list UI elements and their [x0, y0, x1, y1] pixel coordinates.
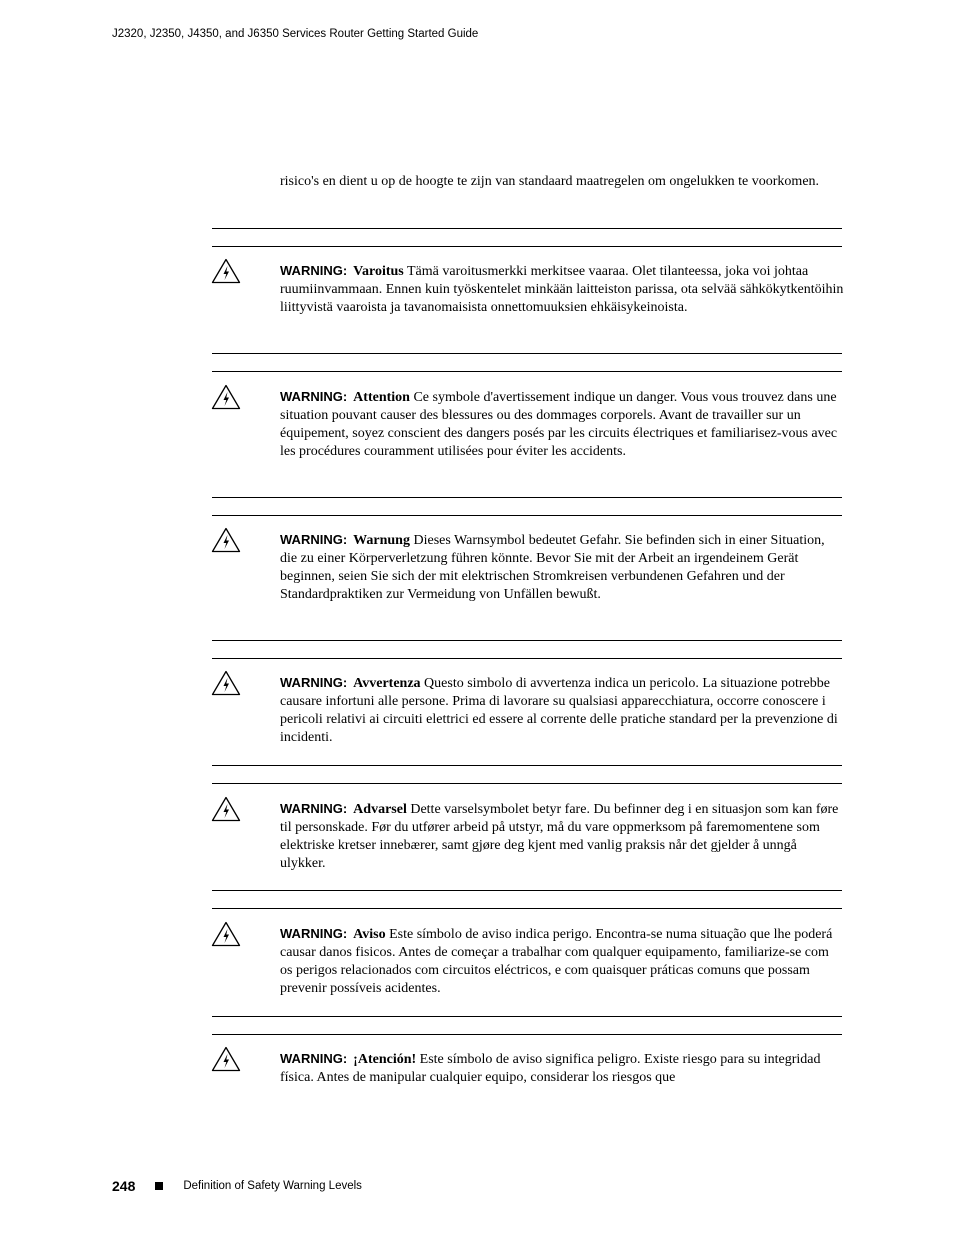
warning-title: Varoitus [353, 264, 404, 279]
electrical-hazard-triangle-icon [211, 796, 241, 822]
footer-square-bullet-icon [155, 1182, 163, 1190]
warning-title: Avvertenza [353, 676, 421, 691]
page-number: 248 [112, 1178, 136, 1194]
warning-title: ¡Atención! [353, 1052, 417, 1067]
warning-top-rule [212, 515, 842, 516]
warning-block [280, 674, 844, 747]
warning-label: WARNING: [280, 389, 348, 404]
warning-title: Attention [353, 390, 410, 405]
warning-top-rule [212, 658, 842, 659]
electrical-hazard-triangle-icon [211, 258, 241, 284]
warning-body: Este símbolo de aviso indica perigo. Encontra-se numa situação que lhe poderá causar danos fisicos. Antes de começar a trabalhar com qualquer equipamento, familiarize-se com os perigos relacionados com circuitos eléctricos, e com quaisquer práticas comuns que possam prevenir possíveis acidentes. [280, 927, 833, 996]
warning-top-rule [212, 908, 842, 909]
warning-body: Este símbolo de aviso significa peligro. Existe riesgo para su integridad física. Antes de manipular cualquier equipo, considerar los riesgos que [280, 1052, 821, 1085]
warning-label: WARNING: [280, 532, 348, 547]
warning-label: WARNING: [280, 263, 348, 278]
electrical-hazard-triangle-icon [211, 527, 241, 553]
warning-top-rule [212, 783, 842, 784]
electrical-hazard-triangle-icon [211, 1046, 241, 1072]
warning-top-rule [212, 246, 842, 247]
warning-title: Warnung [353, 533, 410, 548]
warning-body: Dette varselsymbolet betyr fare. Du befinner deg i en situasjon som kan føre til personskade. Før du utfører arbeid på utstyr, må du vare oppmerksom på faremomentene som elektriske kretser innebærer, samt gjøre deg kjent med vanlig praksis når det gjelder å unngå ulykker. [280, 802, 839, 871]
warning-bottom-rule [212, 497, 842, 498]
page-footer [112, 1178, 362, 1194]
warning-block [280, 388, 844, 461]
electrical-hazard-triangle-icon [211, 921, 241, 947]
electrical-hazard-triangle-icon [211, 670, 241, 696]
warning-top-rule [212, 371, 842, 372]
warning-bottom-rule [212, 890, 842, 891]
warning-block [280, 800, 844, 873]
warning-bottom-rule [212, 640, 842, 641]
warning-block [280, 925, 844, 998]
footer-section-title: Definition of Safety Warning Levels [183, 1180, 362, 1192]
warning-top-rule [212, 1034, 842, 1035]
warning-title: Advarsel [353, 802, 407, 817]
warning-label: WARNING: [280, 926, 348, 941]
warning-body: Ce symbole d'avertissement indique un danger. Vous vous trouvez dans une situation pouvant causer des blessures ou des dommages corporels. Avant de travailler sur un équipement, soyez conscient des dangers posés par les circuits électriques et familiarisez-vous avec les procédures couramment utilisées pour éviter les accidents. [280, 390, 838, 459]
warning-label: WARNING: [280, 675, 348, 690]
warning-body: Questo simbolo di avvertenza indica un pericolo. La situazione potrebbe causare infortuni alle persone. Prima di lavorare su qualsiasi apparecchiatura, occorre conoscere i pericoli relativi ai circuiti elettrici ed essere al corrente delle pratiche standard per la prevenzione di incidenti. [280, 676, 838, 745]
warning-top-rule [212, 228, 842, 229]
warning-bottom-rule [212, 1016, 842, 1017]
warning-block [280, 531, 844, 604]
warning-block [280, 1050, 844, 1087]
running-header: J2320, J2350, J4350, and J6350 Services Router Getting Started Guide [112, 28, 479, 40]
intro-paragraph: risico's en dient u op de hoogte te zijn van standaard maatregelen om ongelukken te voorkomen. [280, 174, 820, 189]
warning-body: Dieses Warnsymbol bedeutet Gefahr. Sie befinden sich in einer Situation, die zu einer Körperverletzung führen könnte. Bevor Sie mit der Arbeit an irgendeinem Gerät beginnen, seien Sie sich der mit elektrischen Stromkreisen verbundenen Gefahren und der Standardpraktiken zur Vermeidung von Unfällen bewußt. [280, 533, 825, 602]
warning-label: WARNING: [280, 801, 348, 816]
warning-block [280, 262, 844, 317]
warning-bottom-rule [212, 353, 842, 354]
electrical-hazard-triangle-icon [211, 384, 241, 410]
warning-body: Tämä varoitusmerkki merkitsee vaaraa. Olet tilanteessa, joka voi johtaa ruumiinvammaan. Ennen kuin työskentelet minkään laitteiston parissa, ota selvää sähkökytkentöihin liittyvistä vaaroista ja tavanomaisista onnettomuuksien ehkäisykeinoista. [280, 264, 844, 315]
warning-title: Aviso [353, 927, 386, 942]
warning-bottom-rule [212, 765, 842, 766]
warning-label: WARNING: [280, 1051, 348, 1066]
